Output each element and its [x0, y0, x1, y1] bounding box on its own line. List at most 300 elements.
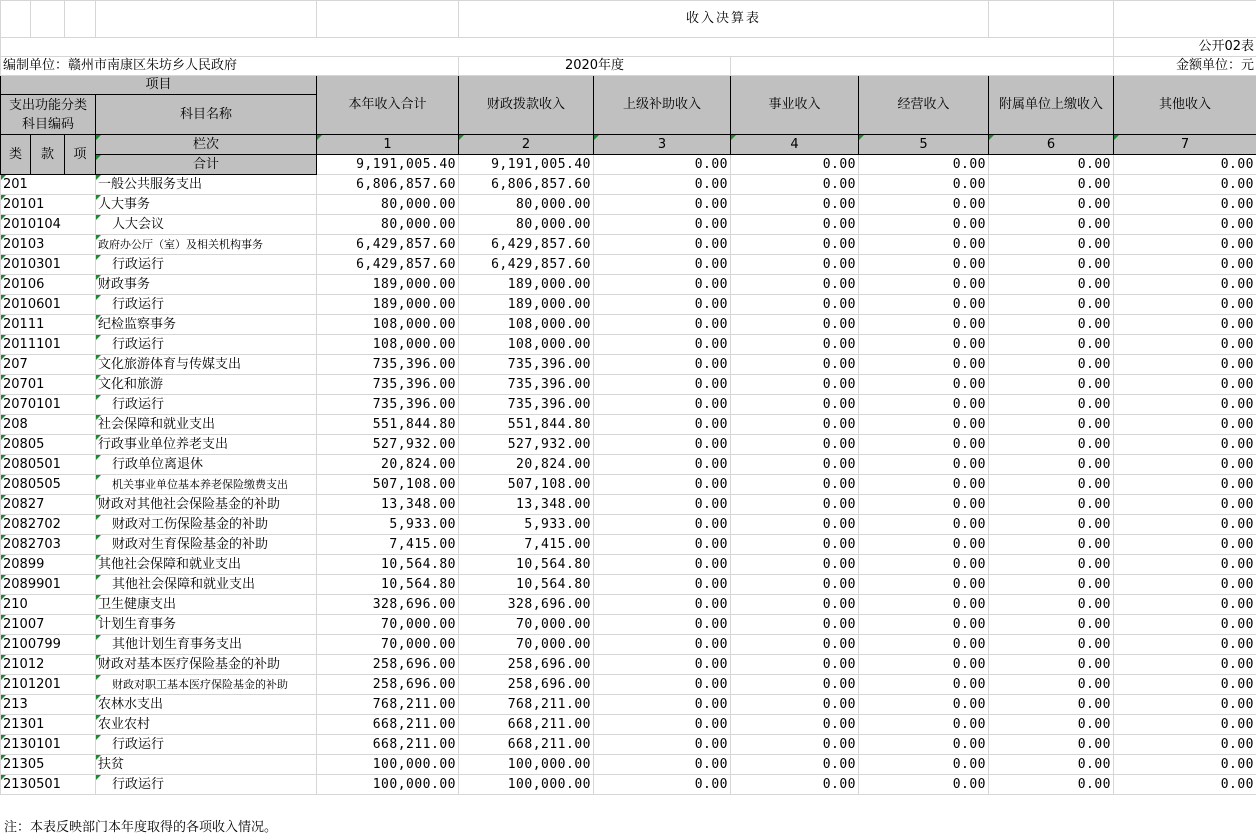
amount-cell[interactable]: 0.00 [859, 555, 989, 575]
amount-cell[interactable]: 7,415.00 [317, 535, 459, 555]
amount-cell[interactable]: 0.00 [859, 595, 989, 615]
amount-cell[interactable]: 0.00 [594, 555, 731, 575]
amount-cell[interactable]: 0.00 [989, 635, 1114, 655]
amount-cell[interactable]: 668,211.00 [459, 735, 594, 755]
amount-cell[interactable]: 0.00 [731, 695, 859, 715]
function-code[interactable]: 213 [1, 695, 96, 715]
table-row [1, 735, 1256, 755]
amount-cell[interactable]: 0.00 [859, 515, 989, 535]
subject-name[interactable]: 农业农村 [96, 715, 317, 735]
amount-cell[interactable]: 0.00 [594, 495, 731, 515]
amount-cell[interactable]: 70,000.00 [317, 615, 459, 635]
subject-name[interactable]: 农林水支出 [96, 695, 317, 715]
amount-cell[interactable]: 258,696.00 [317, 655, 459, 675]
amount-cell[interactable]: 7,415.00 [459, 535, 594, 555]
amount-cell[interactable]: 0.00 [859, 435, 989, 455]
total-cell[interactable]: 0.00 [594, 155, 731, 175]
amount-cell[interactable]: 0.00 [989, 575, 1114, 595]
subject-name[interactable]: 行政运行 [96, 775, 317, 795]
function-code[interactable]: 2010601 [1, 295, 96, 315]
amount-cell[interactable]: 0.00 [731, 575, 859, 595]
amount-cell[interactable]: 768,211.00 [459, 695, 594, 715]
amount-cell[interactable]: 0.00 [731, 535, 859, 555]
table-row [1, 395, 1256, 415]
amount-cell[interactable]: 0.00 [594, 175, 731, 195]
amount-cell[interactable]: 0.00 [989, 695, 1114, 715]
amount-cell[interactable]: 100,000.00 [317, 755, 459, 775]
amount-cell[interactable]: 108,000.00 [459, 315, 594, 335]
amount-cell[interactable]: 0.00 [989, 615, 1114, 635]
col-num-6: 6 [989, 135, 1114, 155]
subject-name[interactable]: 人大事务 [96, 195, 317, 215]
amount-cell[interactable]: 0.00 [859, 535, 989, 555]
amount-cell[interactable]: 768,211.00 [317, 695, 459, 715]
amount-cell[interactable]: 735,396.00 [317, 395, 459, 415]
amount-cell[interactable]: 10,564.80 [459, 575, 594, 595]
amount-cell[interactable]: 0.00 [731, 355, 859, 375]
footnote: 注：本表反映部门本年度取得的各项收入情况。 [4, 820, 278, 835]
amount-cell[interactable]: 0.00 [731, 195, 859, 215]
amount-cell[interactable]: 0.00 [989, 755, 1114, 775]
subject-name[interactable]: 人大会议 [96, 215, 317, 235]
amount-cell[interactable]: 6,806,857.60 [459, 175, 594, 195]
amount-cell[interactable]: 258,696.00 [459, 675, 594, 695]
subject-name[interactable]: 行政运行 [96, 295, 317, 315]
amount-cell[interactable]: 0.00 [859, 315, 989, 335]
amount-cell[interactable]: 0.00 [1114, 175, 1256, 195]
amount-cell[interactable]: 189,000.00 [317, 295, 459, 315]
amount-cell[interactable]: 0.00 [731, 715, 859, 735]
subject-name[interactable]: 财政对工伤保险基金的补助 [96, 515, 317, 535]
amount-cell[interactable]: 0.00 [989, 675, 1114, 695]
amount-cell[interactable]: 735,396.00 [317, 355, 459, 375]
amount-cell[interactable]: 0.00 [1114, 775, 1256, 795]
function-code[interactable]: 2010104 [1, 215, 96, 235]
amount-cell[interactable]: 0.00 [594, 635, 731, 655]
function-code[interactable]: 2100799 [1, 635, 96, 655]
amount-cell[interactable]: 10,564.80 [459, 555, 594, 575]
amount-cell[interactable]: 0.00 [1114, 295, 1256, 315]
amount-cell[interactable]: 0.00 [594, 595, 731, 615]
amount-cell[interactable]: 0.00 [594, 375, 731, 395]
subject-name[interactable]: 行政运行 [96, 395, 317, 415]
amount-cell[interactable]: 0.00 [1114, 735, 1256, 755]
amount-cell[interactable]: 189,000.00 [317, 275, 459, 295]
function-code[interactable]: 2080505 [1, 475, 96, 495]
amount-cell[interactable]: 0.00 [731, 595, 859, 615]
amount-cell[interactable]: 0.00 [594, 675, 731, 695]
amount-cell[interactable]: 0.00 [731, 215, 859, 235]
amount-cell[interactable]: 0.00 [859, 195, 989, 215]
amount-cell[interactable]: 551,844.80 [459, 415, 594, 435]
amount-cell[interactable]: 507,108.00 [317, 475, 459, 495]
subject-name[interactable]: 文化和旅游 [96, 375, 317, 395]
amount-cell[interactable]: 0.00 [859, 495, 989, 515]
amount-cell[interactable]: 100,000.00 [459, 775, 594, 795]
amount-cell[interactable]: 0.00 [731, 675, 859, 695]
amount-cell[interactable]: 80,000.00 [317, 195, 459, 215]
amount-cell[interactable]: 10,564.80 [317, 555, 459, 575]
subject-name[interactable]: 其他社会保障和就业支出 [96, 555, 317, 575]
subject-name[interactable]: 行政运行 [96, 335, 317, 355]
amount-cell[interactable]: 0.00 [1114, 235, 1256, 255]
amount-cell[interactable]: 0.00 [594, 395, 731, 415]
total-cell[interactable]: 0.00 [731, 155, 859, 175]
function-code[interactable]: 21007 [1, 615, 96, 635]
function-code[interactable]: 20111 [1, 315, 96, 335]
amount-cell[interactable]: 0.00 [1114, 455, 1256, 475]
amount-cell[interactable]: 0.00 [989, 735, 1114, 755]
amount-cell[interactable]: 189,000.00 [459, 295, 594, 315]
amount-cell[interactable]: 258,696.00 [317, 675, 459, 695]
amount-cell[interactable]: 108,000.00 [317, 315, 459, 335]
subject-name[interactable]: 文化旅游体育与传媒支出 [96, 355, 317, 375]
amount-cell[interactable]: 70,000.00 [459, 615, 594, 635]
amount-cell[interactable]: 0.00 [859, 715, 989, 735]
amount-cell[interactable]: 0.00 [731, 495, 859, 515]
amount-cell[interactable]: 6,806,857.60 [317, 175, 459, 195]
amount-cell[interactable]: 0.00 [731, 555, 859, 575]
amount-cell[interactable]: 0.00 [731, 735, 859, 755]
function-code[interactable]: 2089901 [1, 575, 96, 595]
amount-cell[interactable]: 0.00 [594, 355, 731, 375]
amount-cell[interactable]: 0.00 [1114, 715, 1256, 735]
amount-cell[interactable]: 0.00 [989, 395, 1114, 415]
header-subject-name: 科目名称 [96, 95, 317, 135]
function-code[interactable]: 21301 [1, 715, 96, 735]
amount-cell[interactable]: 0.00 [989, 195, 1114, 215]
amount-cell[interactable]: 0.00 [594, 535, 731, 555]
amount-cell[interactable]: 0.00 [989, 655, 1114, 675]
amount-cell[interactable]: 10,564.80 [317, 575, 459, 595]
function-code[interactable]: 207 [1, 355, 96, 375]
amount-cell[interactable]: 0.00 [731, 655, 859, 675]
function-code[interactable]: 2130101 [1, 735, 96, 755]
amount-cell[interactable]: 0.00 [594, 335, 731, 355]
amount-cell[interactable]: 5,933.00 [317, 515, 459, 535]
amount-cell[interactable]: 0.00 [989, 175, 1114, 195]
amount-cell[interactable]: 0.00 [731, 295, 859, 315]
amount-cell[interactable]: 0.00 [989, 315, 1114, 335]
function-code[interactable]: 20103 [1, 235, 96, 255]
table-row [1, 755, 1256, 775]
function-code[interactable]: 2070101 [1, 395, 96, 415]
subject-name[interactable]: 机关事业单位基本养老保险缴费支出 [96, 475, 317, 495]
amount-cell[interactable]: 0.00 [859, 395, 989, 415]
function-code[interactable]: 2082702 [1, 515, 96, 535]
amount-cell[interactable]: 0.00 [1114, 195, 1256, 215]
amount-cell[interactable]: 0.00 [989, 375, 1114, 395]
amount-cell[interactable]: 0.00 [859, 375, 989, 395]
amount-cell[interactable]: 5,933.00 [459, 515, 594, 535]
amount-cell[interactable]: 0.00 [989, 495, 1114, 515]
amount-cell[interactable]: 108,000.00 [317, 335, 459, 355]
subject-name[interactable]: 行政运行 [96, 735, 317, 755]
amount-cell[interactable]: 0.00 [989, 475, 1114, 495]
amount-cell[interactable]: 0.00 [989, 535, 1114, 555]
amount-cell[interactable]: 0.00 [859, 635, 989, 655]
amount-cell[interactable]: 668,211.00 [317, 715, 459, 735]
amount-cell[interactable]: 0.00 [859, 255, 989, 275]
amount-cell[interactable]: 0.00 [859, 455, 989, 475]
amount-cell[interactable]: 0.00 [731, 275, 859, 295]
amount-cell[interactable]: 0.00 [594, 695, 731, 715]
total-cell[interactable]: 0.00 [859, 155, 989, 175]
amount-cell[interactable]: 0.00 [989, 595, 1114, 615]
amount-cell[interactable]: 0.00 [859, 655, 989, 675]
amount-cell[interactable]: 20,824.00 [317, 455, 459, 475]
total-cell[interactable]: 9,191,005.40 [459, 155, 594, 175]
amount-cell[interactable]: 328,696.00 [317, 595, 459, 615]
subject-name[interactable]: 一般公共服务支出 [96, 175, 317, 195]
amount-cell[interactable]: 80,000.00 [459, 215, 594, 235]
amount-cell[interactable]: 0.00 [594, 215, 731, 235]
function-code[interactable]: 2011101 [1, 335, 96, 355]
amount-cell[interactable]: 0.00 [594, 315, 731, 335]
amount-cell[interactable]: 0.00 [859, 735, 989, 755]
amount-cell[interactable]: 0.00 [594, 195, 731, 215]
amount-cell[interactable]: 0.00 [594, 415, 731, 435]
amount-cell[interactable]: 6,429,857.60 [459, 255, 594, 275]
money-unit: 金额单位：元 [1114, 57, 1256, 76]
amount-cell[interactable]: 0.00 [1114, 335, 1256, 355]
amount-cell[interactable]: 551,844.80 [317, 415, 459, 435]
amount-cell[interactable]: 0.00 [731, 175, 859, 195]
unit-label: 编制单位：赣州市南康区朱坊乡人民政府 [1, 57, 459, 76]
amount-cell[interactable]: 507,108.00 [459, 475, 594, 495]
amount-cell[interactable]: 6,429,857.60 [317, 255, 459, 275]
amount-cell[interactable]: 0.00 [989, 715, 1114, 735]
amount-cell[interactable]: 0.00 [1114, 675, 1256, 695]
amount-cell[interactable]: 0.00 [859, 175, 989, 195]
function-code[interactable]: 20106 [1, 275, 96, 295]
function-code[interactable]: 20827 [1, 495, 96, 515]
amount-cell[interactable]: 0.00 [731, 755, 859, 775]
amount-cell[interactable]: 0.00 [859, 215, 989, 235]
amount-cell[interactable]: 0.00 [859, 775, 989, 795]
subject-name[interactable]: 其他计划生育事务支出 [96, 635, 317, 655]
amount-cell[interactable]: 0.00 [859, 475, 989, 495]
amount-cell[interactable]: 0.00 [1114, 695, 1256, 715]
amount-cell[interactable]: 0.00 [859, 755, 989, 775]
amount-cell[interactable]: 0.00 [989, 215, 1114, 235]
amount-cell[interactable]: 0.00 [1114, 535, 1256, 555]
amount-cell[interactable]: 0.00 [594, 255, 731, 275]
amount-cell[interactable]: 0.00 [594, 735, 731, 755]
function-code[interactable]: 2130501 [1, 775, 96, 795]
amount-cell[interactable]: 0.00 [731, 375, 859, 395]
function-code[interactable]: 2082703 [1, 535, 96, 555]
amount-cell[interactable]: 0.00 [859, 415, 989, 435]
amount-cell[interactable]: 0.00 [859, 335, 989, 355]
amount-cell[interactable]: 0.00 [989, 335, 1114, 355]
amount-cell[interactable]: 0.00 [859, 235, 989, 255]
amount-cell[interactable]: 0.00 [989, 515, 1114, 535]
table-row [1, 675, 1256, 695]
amount-cell[interactable]: 668,211.00 [317, 735, 459, 755]
function-code[interactable]: 20701 [1, 375, 96, 395]
amount-cell[interactable]: 0.00 [989, 555, 1114, 575]
amount-cell[interactable]: 0.00 [859, 695, 989, 715]
amount-cell[interactable]: 0.00 [1114, 415, 1256, 435]
amount-cell[interactable]: 0.00 [594, 655, 731, 675]
amount-cell[interactable]: 735,396.00 [459, 375, 594, 395]
subject-name[interactable]: 行政运行 [96, 255, 317, 275]
amount-cell[interactable]: 0.00 [1114, 435, 1256, 455]
amount-cell[interactable]: 0.00 [1114, 575, 1256, 595]
amount-cell[interactable]: 0.00 [594, 515, 731, 535]
function-code[interactable]: 210 [1, 595, 96, 615]
amount-cell[interactable]: 108,000.00 [459, 335, 594, 355]
function-code[interactable]: 208 [1, 415, 96, 435]
amount-cell[interactable]: 0.00 [859, 575, 989, 595]
amount-cell[interactable]: 0.00 [594, 775, 731, 795]
amount-cell[interactable]: 258,696.00 [459, 655, 594, 675]
amount-cell[interactable]: 20,824.00 [459, 455, 594, 475]
subject-name[interactable]: 其他社会保障和就业支出 [96, 575, 317, 595]
amount-cell[interactable]: 0.00 [1114, 495, 1256, 515]
amount-cell[interactable]: 0.00 [594, 475, 731, 495]
amount-cell[interactable]: 0.00 [1114, 375, 1256, 395]
amount-cell[interactable]: 0.00 [859, 675, 989, 695]
function-code[interactable]: 2080501 [1, 455, 96, 475]
amount-cell[interactable]: 0.00 [989, 455, 1114, 475]
table-row [1, 235, 1256, 255]
amount-cell[interactable]: 0.00 [859, 615, 989, 635]
amount-cell[interactable]: 0.00 [731, 455, 859, 475]
amount-cell[interactable]: 0.00 [1114, 595, 1256, 615]
amount-cell[interactable]: 0.00 [594, 755, 731, 775]
amount-cell[interactable]: 13,348.00 [459, 495, 594, 515]
amount-cell[interactable]: 0.00 [989, 415, 1114, 435]
total-cell[interactable]: 0.00 [989, 155, 1114, 175]
amount-cell[interactable]: 100,000.00 [317, 775, 459, 795]
amount-cell[interactable]: 0.00 [594, 715, 731, 735]
amount-cell[interactable]: 0.00 [1114, 255, 1256, 275]
amount-cell[interactable]: 0.00 [859, 295, 989, 315]
amount-cell[interactable]: 6,429,857.60 [459, 235, 594, 255]
amount-cell[interactable]: 0.00 [731, 435, 859, 455]
amount-cell[interactable]: 0.00 [1114, 615, 1256, 635]
subject-name[interactable]: 政府办公厅（室）及相关机构事务 [96, 235, 317, 255]
amount-cell[interactable]: 0.00 [859, 355, 989, 375]
amount-cell[interactable]: 70,000.00 [459, 635, 594, 655]
amount-cell[interactable]: 735,396.00 [317, 375, 459, 395]
subject-name[interactable]: 行政事业单位养老支出 [96, 435, 317, 455]
amount-cell[interactable]: 735,396.00 [459, 355, 594, 375]
amount-cell[interactable]: 0.00 [1114, 275, 1256, 295]
amount-cell[interactable]: 0.00 [731, 255, 859, 275]
amount-cell[interactable]: 0.00 [731, 415, 859, 435]
amount-cell[interactable]: 0.00 [989, 235, 1114, 255]
amount-cell[interactable]: 527,932.00 [317, 435, 459, 455]
amount-cell[interactable]: 0.00 [594, 575, 731, 595]
amount-cell[interactable]: 668,211.00 [459, 715, 594, 735]
amount-cell[interactable]: 0.00 [731, 635, 859, 655]
amount-cell[interactable]: 0.00 [989, 255, 1114, 275]
function-code[interactable]: 20805 [1, 435, 96, 455]
total-cell[interactable]: 0.00 [1114, 155, 1256, 175]
amount-cell[interactable]: 80,000.00 [459, 195, 594, 215]
subject-name[interactable]: 扶贫 [96, 755, 317, 775]
amount-cell[interactable]: 328,696.00 [459, 595, 594, 615]
table-row [1, 255, 1256, 275]
amount-cell[interactable]: 0.00 [989, 435, 1114, 455]
amount-cell[interactable]: 70,000.00 [317, 635, 459, 655]
amount-cell[interactable]: 0.00 [989, 275, 1114, 295]
amount-cell[interactable]: 0.00 [1114, 555, 1256, 575]
amount-cell[interactable]: 0.00 [1114, 515, 1256, 535]
amount-cell[interactable]: 0.00 [1114, 395, 1256, 415]
amount-cell[interactable]: 0.00 [731, 475, 859, 495]
function-code[interactable]: 21012 [1, 655, 96, 675]
amount-cell[interactable]: 0.00 [731, 515, 859, 535]
amount-cell[interactable]: 0.00 [1114, 315, 1256, 335]
subject-name[interactable]: 行政单位离退休 [96, 455, 317, 475]
function-code[interactable]: 2101201 [1, 675, 96, 695]
amount-cell[interactable]: 13,348.00 [317, 495, 459, 515]
col-num-2: 2 [459, 135, 594, 155]
amount-cell[interactable]: 0.00 [731, 335, 859, 355]
function-code[interactable]: 21305 [1, 755, 96, 775]
amount-cell[interactable]: 0.00 [731, 395, 859, 415]
amount-cell[interactable]: 0.00 [989, 355, 1114, 375]
subject-name[interactable]: 财政对其他社会保险基金的补助 [96, 495, 317, 515]
amount-cell[interactable]: 0.00 [1114, 355, 1256, 375]
subject-name[interactable]: 计划生育事务 [96, 615, 317, 635]
subject-name[interactable]: 财政对职工基本医疗保险基金的补助 [96, 675, 317, 695]
amount-cell[interactable]: 0.00 [731, 235, 859, 255]
amount-cell[interactable]: 0.00 [1114, 755, 1256, 775]
function-code[interactable]: 201 [1, 175, 96, 195]
amount-cell[interactable]: 0.00 [731, 615, 859, 635]
amount-cell[interactable]: 0.00 [594, 235, 731, 255]
subject-name[interactable]: 财政对基本医疗保险基金的补助 [96, 655, 317, 675]
amount-cell[interactable]: 0.00 [1114, 655, 1256, 675]
total-cell[interactable]: 9,191,005.40 [317, 155, 459, 175]
function-code[interactable]: 2010301 [1, 255, 96, 275]
function-code[interactable]: 20899 [1, 555, 96, 575]
subject-name[interactable]: 财政事务 [96, 275, 317, 295]
amount-cell[interactable]: 0.00 [989, 295, 1114, 315]
table-row [1, 335, 1256, 355]
subject-name[interactable]: 社会保障和就业支出 [96, 415, 317, 435]
amount-cell[interactable]: 0.00 [594, 615, 731, 635]
amount-cell[interactable]: 0.00 [859, 275, 989, 295]
amount-cell[interactable]: 80,000.00 [317, 215, 459, 235]
amount-cell[interactable]: 100,000.00 [459, 755, 594, 775]
amount-cell[interactable]: 6,429,857.60 [317, 235, 459, 255]
amount-cell[interactable]: 527,932.00 [459, 435, 594, 455]
amount-cell[interactable]: 0.00 [594, 295, 731, 315]
subject-name[interactable]: 纪检监察事务 [96, 315, 317, 335]
amount-cell[interactable]: 0.00 [1114, 215, 1256, 235]
amount-cell[interactable]: 0.00 [1114, 635, 1256, 655]
amount-cell[interactable]: 189,000.00 [459, 275, 594, 295]
amount-cell[interactable]: 735,396.00 [459, 395, 594, 415]
amount-cell[interactable]: 0.00 [989, 775, 1114, 795]
amount-cell[interactable]: 0.00 [594, 455, 731, 475]
subject-name[interactable]: 卫生健康支出 [96, 595, 317, 615]
amount-cell[interactable]: 0.00 [594, 275, 731, 295]
subject-name[interactable]: 财政对生育保险基金的补助 [96, 535, 317, 555]
function-code[interactable]: 20101 [1, 195, 96, 215]
table-row [1, 555, 1256, 575]
amount-cell[interactable]: 0.00 [1114, 475, 1256, 495]
amount-cell[interactable]: 0.00 [731, 775, 859, 795]
amount-cell[interactable]: 0.00 [594, 435, 731, 455]
amount-cell[interactable]: 0.00 [731, 315, 859, 335]
